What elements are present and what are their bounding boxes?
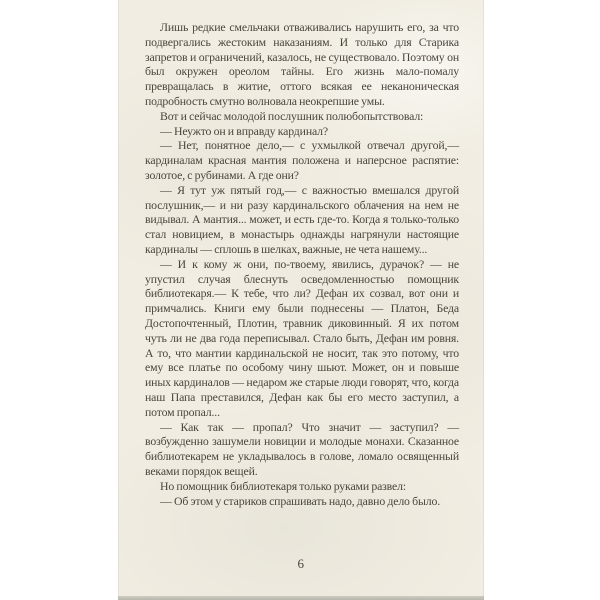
paragraph-7: — Как так — пропал? Что значит — заступил? — возбужденно зашумели новиции и молодые монахи. Сказанное библиотекарем не укладывалось в голове, ломало освященный веками порядок вещей.	[145, 419, 459, 478]
paragraph-4: — Нет, понятное дело,— с ухмылкой отвечал другой,— кардиналам красная мантия положена и наперсное распятие: золотое, с рубинами. А где они?	[145, 138, 459, 182]
paragraph-1: Лишь редкие смельчаки отваживались нарушить его, за что подвергались жестоким наказаниям. И только для Старика запретов и ограничений, казалось, не существовало. Поэтому он был окружен ореолом тайны. Его жизнь мало-помалу превращалась в житие, оттого всякая ее неканоническая подробность смутно волновала неокрепшие умы.	[145, 20, 459, 108]
book-page	[118, 0, 484, 600]
page-number: 6	[297, 556, 305, 571]
page-bottom-edge	[118, 596, 484, 600]
paragraph-2: Вот и сейчас молодой послушник полюбопытствовал:	[160, 108, 424, 123]
paragraph-9: — Об этом у стариков спрашивать надо, давно дело было.	[160, 493, 441, 508]
paragraph-6: — И к кому ж они, по-твоему, явились, дурачок? — не упустил случая блеснуть осведомленностью помощник библиотекаря.— К тебе, что ли? Дефан их созвал, вот они и примчались. Книги ему были поднесены — Платон, Беда Достопочтенный, Плотин, травник диковинный. Я их потом чуть ли не два года переписывал. Стало быть, Дефан им ровня. А то, что мантии кардинальской не носит, так это потому, что ему все платье по особому чину шьют. Может, он и повыше иных кардиналов — недаром же старые люди говорят, что, когда наш Папа преставился, Дефан как бы его место заступил, а потом пропал...	[145, 256, 459, 419]
paragraph-5: — Я тут уж пятый год,— с важностью вмешался другой послушник,— и ни разу кардинальского облачения на нем не видывал. А мантия... может, и есть где-то. Когда я только-только стал новицием, в монастырь однажды нагрянули настоящие кардиналы — сплошь в шелках, важные, не чета нашему...	[145, 182, 459, 256]
paragraph-3: — Неужто он и вправду кардинал?	[160, 123, 328, 138]
text-block	[145, 20, 459, 508]
paragraph-8: Но помощник библиотекаря только руками развел:	[160, 478, 406, 493]
